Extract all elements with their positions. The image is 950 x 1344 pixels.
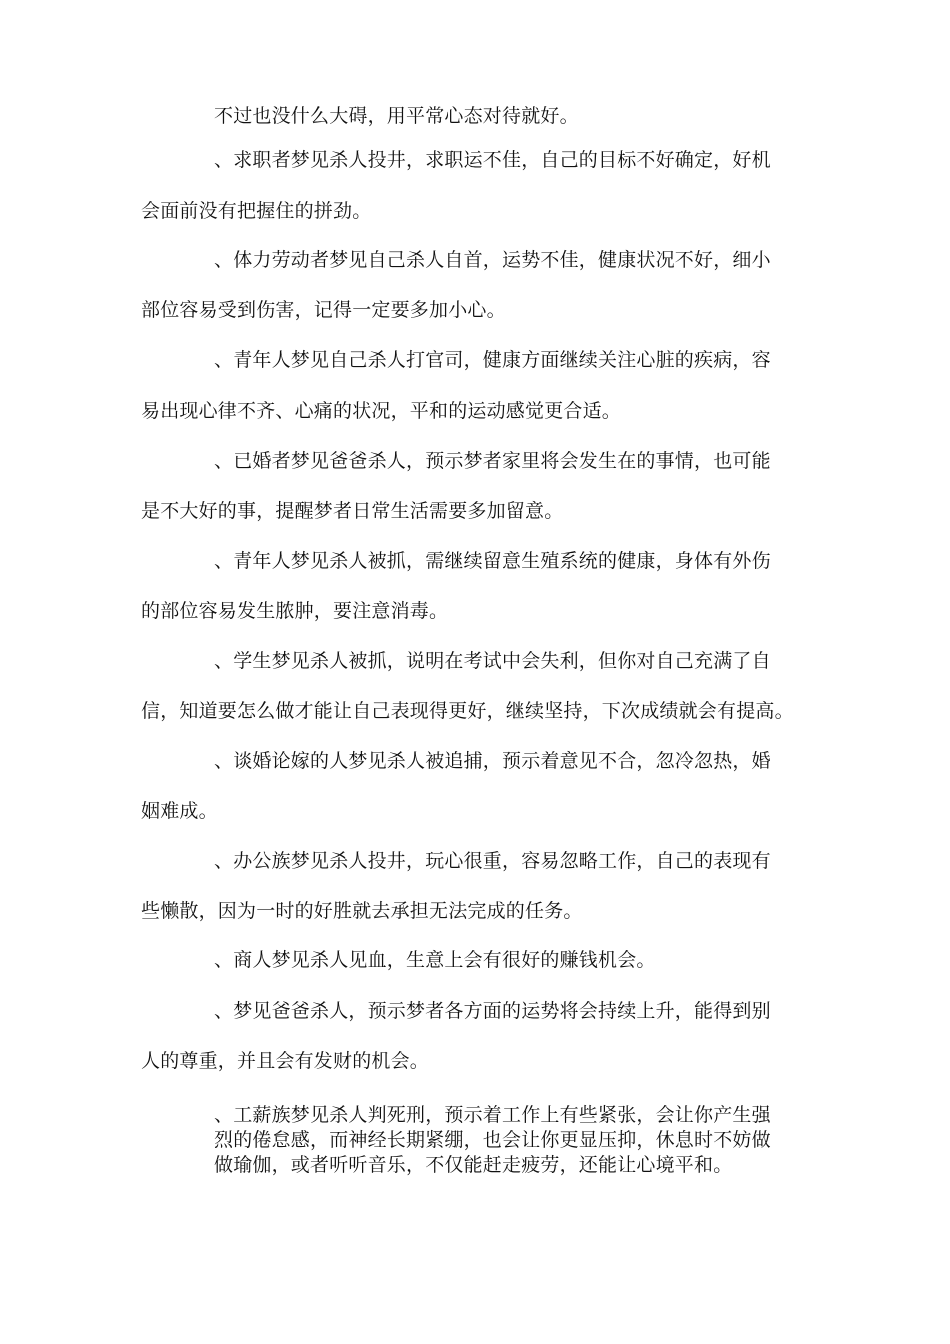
text-line: 、已婚者梦见爸爸杀人，预示梦者家里将会发生在的事情，也可能: [214, 450, 771, 472]
text-line: 不过也没什么大碍，用平常心态对待就好。: [214, 105, 579, 127]
text-line: 、商人梦见杀人见血，生意上会有很好的赚钱机会。: [214, 949, 656, 971]
text-line: 、求职者梦见杀人投井，求职运不佳，自己的目标不好确定，好机: [214, 149, 771, 171]
text-line: 做瑜伽，或者听听音乐，不仅能赶走疲劳，还能让心境平和。: [214, 1154, 733, 1176]
text-line: 、青年人梦见杀人被抓，需继续留意生殖系统的健康，身体有外伤: [214, 550, 771, 572]
text-line: 人的尊重，并且会有发财的机会。: [141, 1050, 430, 1072]
text-line: 、梦见爸爸杀人，预示梦者各方面的运势将会持续上升，能得到别: [214, 1000, 771, 1022]
text-line: 、学生梦见杀人被抓，说明在考试中会失利，但你对自己充满了自: [214, 650, 771, 672]
text-line: 姻难成。: [141, 800, 218, 822]
text-line: 、谈婚论嫁的人梦见杀人被追捕，预示着意见不合，忽冷忽热，婚: [214, 750, 771, 772]
text-line: 烈的倦怠感，而神经长期紧绷，也会让你更显压抑，休息时不妨做: [214, 1129, 771, 1151]
text-line: 部位容易受到伤害，记得一定要多加小心。: [141, 299, 506, 321]
text-line: 是不大好的事，提醒梦者日常生活需要多加留意。: [141, 500, 564, 522]
text-line: 的部位容易发生脓肿，要注意消毒。: [141, 600, 449, 622]
text-line: 、体力劳动者梦见自己杀人自首，运势不佳，健康状况不好，细小: [214, 249, 771, 271]
text-line: 、办公族梦见杀人投井，玩心很重，容易忽略工作，自己的表现有: [214, 850, 771, 872]
text-line: 些懒散，因为一时的好胜就去承担无法完成的任务。: [141, 900, 583, 922]
text-line: 易出现心律不齐、心痛的状况，平和的运动感觉更合适。: [141, 400, 622, 422]
text-line: 信，知道要怎么做才能让自己表现得更好，继续坚持，下次成绩就会有提高。: [141, 700, 794, 722]
text-line: 会面前没有把握住的拼劲。: [141, 200, 372, 222]
text-line: 、工薪族梦见杀人判死刑，预示着工作上有些紧张，会让你产生强: [214, 1104, 771, 1126]
text-line: 、青年人梦见自己杀人打官司，健康方面继续关注心脏的疾病，容: [214, 349, 771, 371]
